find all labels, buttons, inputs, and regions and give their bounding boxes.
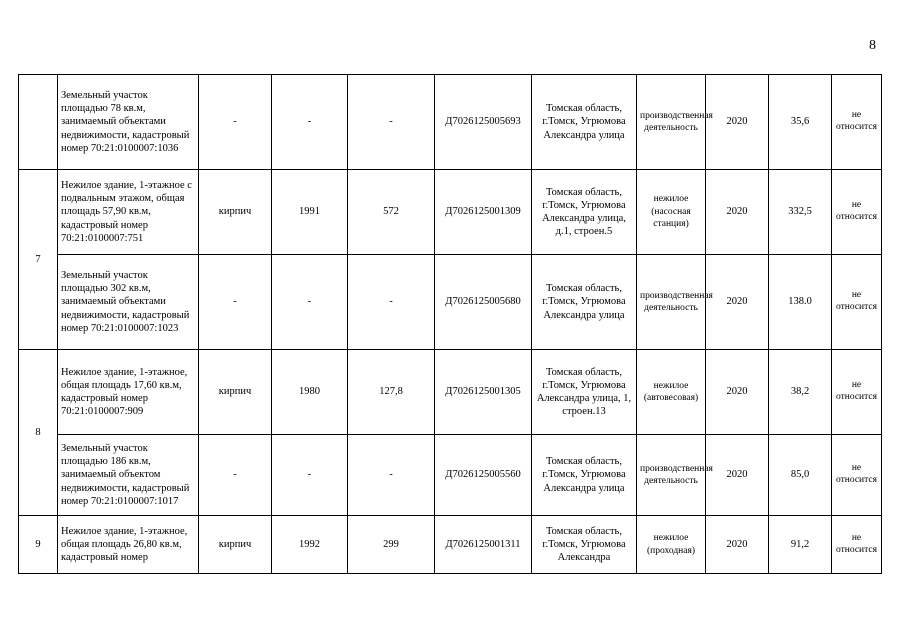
group-number-cell: 8 — [19, 350, 58, 516]
year-cell: 2020 — [706, 516, 769, 574]
material-cell: - — [199, 75, 272, 170]
year-built-cell: - — [272, 435, 348, 516]
year-cell: 2020 — [706, 170, 769, 255]
volume-cell: - — [348, 255, 435, 350]
value-cell: 85,0 — [769, 435, 832, 516]
volume-cell: 299 — [348, 516, 435, 574]
group-number-cell: 7 — [19, 170, 58, 350]
address-cell: Томская область, г.Томск, Угрюмова Александра — [532, 516, 637, 574]
purpose-cell: нежилое (насосная станция) — [637, 170, 706, 255]
code-cell: Д7026125001309 — [435, 170, 532, 255]
code-cell: Д7026125001311 — [435, 516, 532, 574]
code-cell: Д7026125005680 — [435, 255, 532, 350]
table-row — [19, 516, 882, 574]
code-cell: Д7026125005693 — [435, 75, 532, 170]
material-cell: кирпич — [199, 170, 272, 255]
year-cell: 2020 — [706, 435, 769, 516]
material-cell: кирпич — [199, 350, 272, 435]
address-cell: Томская область, г.Томск, Угрюмова Александра улица, 1, строен.13 — [532, 350, 637, 435]
year-cell: 2020 — [706, 255, 769, 350]
volume-cell: - — [348, 435, 435, 516]
relation-cell: не относится — [832, 516, 882, 574]
table-row — [19, 350, 882, 435]
relation-cell: не относится — [832, 75, 882, 170]
group-number-cell: 9 — [19, 516, 58, 574]
purpose-cell: производственная деятельность — [637, 255, 706, 350]
description-cell: Земельный участок площадью 78 кв.м, занимаемый объектами недвижимости, кадастровый номер 70:21:0100007:1036 — [58, 75, 199, 170]
purpose-cell: нежилое (автовесовая) — [637, 350, 706, 435]
address-cell: Томская область, г.Томск, Угрюмова Александра улица — [532, 255, 637, 350]
year-cell: 2020 — [706, 75, 769, 170]
code-cell: Д7026125005560 — [435, 435, 532, 516]
relation-cell: не относится — [832, 350, 882, 435]
relation-cell: не относится — [832, 435, 882, 516]
description-cell: Нежилое здание, 1-этажное, общая площадь 26,80 кв.м, кадастровый номер — [58, 516, 199, 574]
table-row — [19, 170, 882, 255]
year-built-cell: - — [272, 75, 348, 170]
year-built-cell: - — [272, 255, 348, 350]
value-cell: 35,6 — [769, 75, 832, 170]
year-built-cell: 1991 — [272, 170, 348, 255]
material-cell: кирпич — [199, 516, 272, 574]
purpose-cell: производственная деятельность — [637, 75, 706, 170]
value-cell: 38,2 — [769, 350, 832, 435]
value-cell: 91,2 — [769, 516, 832, 574]
material-cell: - — [199, 255, 272, 350]
volume-cell: 572 — [348, 170, 435, 255]
description-cell: Земельный участок площадью 302 кв.м, занимаемый объектами недвижимости, кадастровый номер 70:21:0100007:1023 — [58, 255, 199, 350]
volume-cell: 127,8 — [348, 350, 435, 435]
year-cell: 2020 — [706, 350, 769, 435]
property-registry-table — [18, 74, 882, 574]
year-built-cell: 1980 — [272, 350, 348, 435]
address-cell: Томская область, г.Томск, Угрюмова Александра улица — [532, 75, 637, 170]
purpose-cell: производственная деятельность — [637, 435, 706, 516]
address-cell: Томская область, г.Томск, Угрюмова Александра улица, д.1, строен.5 — [532, 170, 637, 255]
address-cell: Томская область, г.Томск, Угрюмова Александра улица — [532, 435, 637, 516]
description-cell: Нежилое здание, 1-этажное, общая площадь 17,60 кв.м, кадастровый номер 70:21:0100007:909 — [58, 350, 199, 435]
table-row — [19, 255, 882, 350]
year-built-cell: 1992 — [272, 516, 348, 574]
purpose-cell: нежилое (проходная) — [637, 516, 706, 574]
relation-cell: не относится — [832, 170, 882, 255]
value-cell: 138.0 — [769, 255, 832, 350]
material-cell: - — [199, 435, 272, 516]
group-number-cell — [19, 75, 58, 170]
description-cell: Нежилое здание, 1-этажное с подвальным этажом, общая площадь 57,90 кв.м, кадастровый номер 70:21:0100007:751 — [58, 170, 199, 255]
relation-cell: не относится — [832, 255, 882, 350]
code-cell: Д7026125001305 — [435, 350, 532, 435]
page-number: 8 — [869, 38, 876, 53]
description-cell: Земельный участок площадью 186 кв.м, занимаемый объектом недвижимости, кадастровый номер 70:21:0100007:1017 — [58, 435, 199, 516]
table-row — [19, 435, 882, 516]
volume-cell: - — [348, 75, 435, 170]
table-row — [19, 75, 882, 170]
value-cell: 332,5 — [769, 170, 832, 255]
